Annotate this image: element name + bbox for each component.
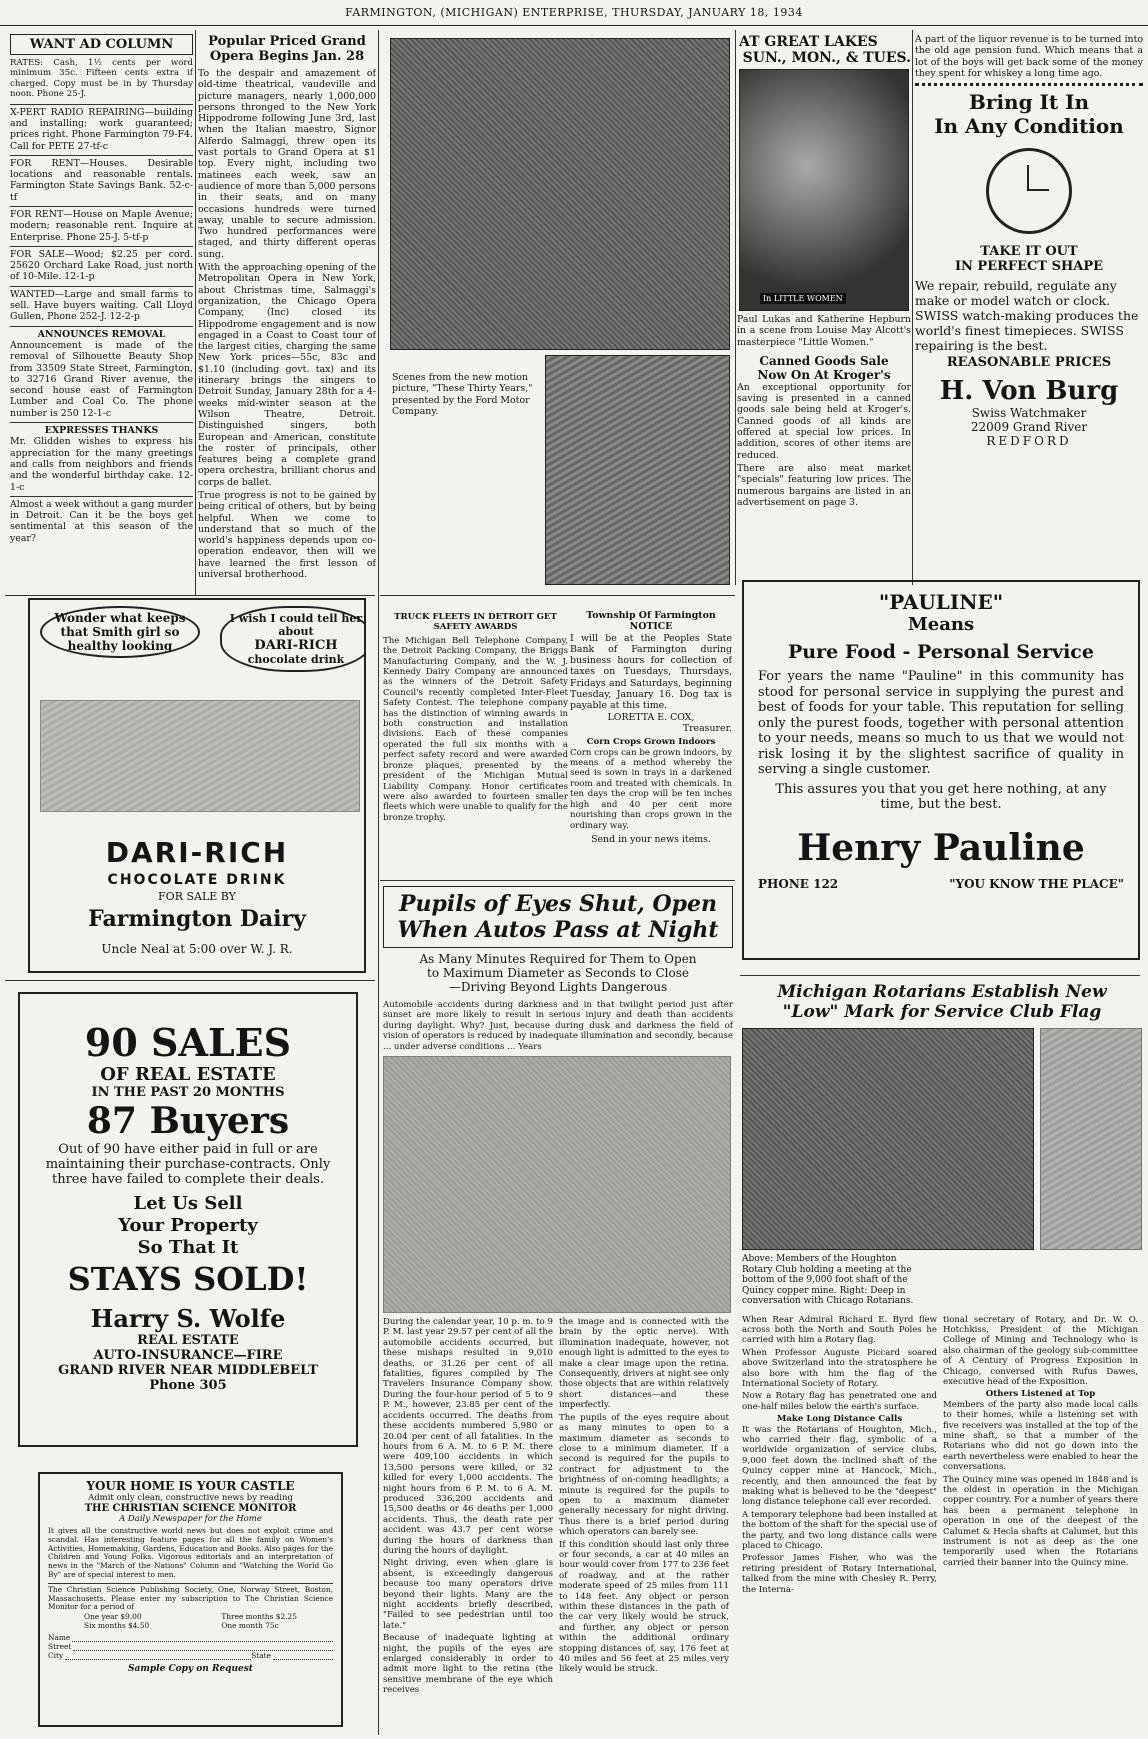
pupils-paragraph: During the calendar year, 10 p. m. to 9 P. M. last year 29.57 per cent of all the automobile accidents occurred, but these mishaps resulted in 9,010 deaths, or 31.26 per cent of all fatalities, figures compiled by The Travelers Insurance Company show. During the four-hour period of 5 to 9 P. M., however, 23.85 per cent of the accidents occurred. The deaths from these accidents numbered 5,980 or 20.04 per cent of all fatalities. In the hours from 6 A. M. to 6 P. M. there were 409,100 accidents in which 13,500 persons were killed, or 32 killed for every 1,000 accidents. The night hours from 6 P. M. to 6 A. M. produced 336,200 accidents and 15,500 deaths or 46 deaths per 1,000 accidents. Thus, the death rate per accident was 43.7 per cent worse during the hours of darkness than during the hours of daylight. xyxy=(383,1317,553,1556)
want-ad: FOR RENT—House on Maple Avenue; modern; reasonable rent. Inquire at Enterprise. Phone 25-J. 5-tf-p xyxy=(10,206,193,243)
form-fields xyxy=(48,1633,333,1660)
rotary-meeting-photo xyxy=(742,1028,1034,1250)
pupils-headline-box xyxy=(383,886,733,948)
rotary-paragraph: When Rear Admiral Richard E. Byrd flew across both the North and South Poles he carried with him a Rotary flag. xyxy=(742,1314,937,1346)
farmington-dairy: Farmington Dairy xyxy=(88,906,306,932)
pupils-sub-1: As Many Minutes Required for Them to Open xyxy=(419,952,697,966)
canned-title-1: Canned Goods Sale xyxy=(759,353,889,368)
street-label: Street xyxy=(48,1642,72,1652)
pupils-column xyxy=(383,1317,553,1698)
rotary-paragraph: A temporary telephone had been installed at the bottom of the shaft for the special use of the party, and two long distance calls were placed to Chicago. xyxy=(742,1509,937,1552)
pupils-sub-2: to Maximum Diameter as Seconds to Close xyxy=(427,966,689,980)
masthead: FARMINGTON, (MICHIGAN) ENTERPRISE, THURSDAY, JANUARY 18, 1934 xyxy=(0,0,1148,26)
truck-fleets-article xyxy=(383,612,568,877)
row-rule xyxy=(5,980,375,981)
name-label: Name xyxy=(48,1633,71,1643)
street-row xyxy=(48,1642,333,1651)
pupils-lead: Automobile accidents during darkness and in that twilight period just after sunset are more likely to result in serious injury and death than accidents during daylight. Why? Just, because during dusk and darkness the field of vision of operators is reduced by inadequate illumination and secondly, because ... under adverse conditions ... Years xyxy=(383,1000,733,1052)
girls-illustration xyxy=(40,700,360,812)
pupils-paragraph: the image and is connected with the brain by the optic nerve). With illumination inadequate, however, not enough light is admitted to the eyes to make a clear image upon the retina. Consequently, drivers at night see only those objects that are within relatively short distances—and these imperfectly. xyxy=(559,1317,729,1411)
state-field[interactable] xyxy=(273,1651,333,1660)
movie-photo-1 xyxy=(390,38,730,350)
monitor-prices xyxy=(48,1612,333,1630)
opera-paragraph: With the approaching opening of the Metropolitan Opera in New York, about Christmas time, Salmaggi's organization, the Chicago Opera Company, (Inc) closed its Hippodrome engagement and is now engaged in a Coast to Coast tour of the largest cities, charging the same New York prices—55c, 83c and $1.10 (including govt. tax) and its itinerary brings the singers to Detroit Sunday, January 28th for a 4-weeks mid-winter season at the Wilson Theatre, Detroit. Distinguished singers, both European and American, constitute the roster of principals, other features being a complete grand opera orchestra, brilliant chorus and corps de ballet. xyxy=(198,262,376,488)
little-women-caption: Paul Lukas and Katherine Hepburn in a scene from Louise May Alcott's masterpiece "Little Women." xyxy=(737,314,911,348)
rotary-paragraph: Now a Rotary flag has penetrated one and one-half miles below the earth's surface. xyxy=(742,1391,937,1412)
pupils-paragraph: Because of inadequate lighting at night, the pupils of the eyes are enlarged considerably in order to admit more light to the retina (the sensitive membrane of the eye which receives xyxy=(383,1633,553,1696)
sample-copy: Sample Copy on Request xyxy=(128,1664,253,1675)
pauline-phone: PHONE 122 xyxy=(758,876,839,891)
price-six-months[interactable]: Six months $4.50 xyxy=(84,1621,150,1631)
monitor-body: It gives all the constructive world news but does not exploit crime and scandal. Has interesting feature pages for all the family on Women's Activities, Homemaking, Gardens, Education and Books. Also pages for the Children and Young Folks. Vigorous editorials and an interpretation of news in the "March of the Nations" Column and "Watching the World Go By" are of special interest to men. xyxy=(48,1526,333,1579)
von-burg-town: REDFORD xyxy=(986,434,1072,449)
speech-bubble-1: Wonder what keeps that Smith girl so healthy looking xyxy=(40,606,200,658)
bubble-text: I wish I could tell her about xyxy=(229,612,363,638)
great-lakes-title: AT GREAT LAKES xyxy=(739,34,878,50)
liquor-note: A part of the liquor revenue is to be turned into the old age pension fund. Which means that a lot of the boys will get back some of the money they spent for whiskey a long time ago. xyxy=(915,34,1143,79)
harry-wolfe: Harry S. Wolfe xyxy=(90,1304,286,1333)
rotary-headline-1: Michigan Rotarians Establish New xyxy=(777,982,1107,1002)
city-row xyxy=(48,1651,333,1660)
rotary-columns xyxy=(742,1315,1142,1598)
township-title: Township Of Farmington xyxy=(586,610,716,621)
pupils-paragraph: If this condition should last only three or four seconds, a car at 40 miles an hour would cover from 177 to 236 feet of roadway, and at the rather moderate speed of 25 miles from 111 to 148 feet. Any object or person within these distances in the path of the car very likely would be struck, and further, any object or person within the additional ordinary stopping distances of, say, 176 feet at 40 miles and 56 feet at 25 miles very likely would be struck. xyxy=(559,1539,729,1675)
rotary-paragraph: tional secretary of Rotary, and Dr. W. O. Hotchkiss, President of the Michigan College of Mining and Technology who is also chairman of the geology sub-committee of A Century of Progress Exposition in Chicago, conversed with Rufus Dawes, executive head of the Exposition. xyxy=(943,1314,1138,1387)
pauline-means: Means xyxy=(907,614,975,635)
real-estate-sales: OF REAL ESTATE xyxy=(100,1064,276,1085)
township-signature-title: Treasurer. xyxy=(682,722,732,734)
monitor-title: YOUR HOME IS YOUR CASTLE xyxy=(86,1479,295,1493)
opera-article xyxy=(198,34,376,594)
reasonable-prices: REASONABLE PRICES xyxy=(946,355,1112,371)
rotary-paragraph: The Quincy mine was opened in 1848 and is the oldest in operation in the Michigan copper country. For a number of years there has been a permanent telephone in operation in one of the deepest of the Calumet & Hecla shafts at Calumet, but this instrument is not as deep as the one temporarily used when the Rotarians carried their banner into the Quincy mine. xyxy=(943,1474,1138,1568)
pauline-assures: This assures you that you get here nothing, at any time, but the best. xyxy=(775,781,1107,812)
von-burg-address: 22009 Grand River xyxy=(970,420,1088,435)
rotary-paragraph: It was the Rotarians of Houghton, Mich., who carried their flag, symbolic of a worldwide organization of service clubs, 9,000 feet down the inclined shaft of the Quincy copper mine at Hancock, Mich., recently, and then announced the feat by making what is believed to be the "deepest" long distance telephone call ever recorded. xyxy=(742,1424,937,1508)
township-signature: LORETTA E. COX, xyxy=(607,711,695,723)
want-ad: FOR SALE—Wood; $2.25 per cord. 25620 Orchard Lake Road, just north of 10-Mile. 12-1-p xyxy=(10,246,193,283)
column-rule xyxy=(195,30,196,595)
street-field[interactable] xyxy=(73,1642,333,1651)
wolfe-real-estate: REAL ESTATE xyxy=(137,1333,239,1348)
rotary-photos xyxy=(742,1028,1142,1250)
canned-paragraph: An exceptional opportunity for saving is presented in a canned goods sale being held at Kroger's. Canned goods of all kinds are offered at special low prices. In addition, scores of other items are reduced. xyxy=(737,381,911,461)
row-rule xyxy=(740,975,1140,976)
uncle-neal: Uncle Neal at 5:00 over W. J. R. xyxy=(101,942,293,956)
canned-paragraph: There are also meat market "specials" featuring low prices. The numerous bargains are listed in an advertisement on page 3. xyxy=(737,462,911,508)
wolfe-location: GRAND RIVER NEAR MIDDLEBELT xyxy=(58,1363,318,1378)
pauline-footer xyxy=(758,877,1124,891)
monitor-ad xyxy=(38,1472,343,1727)
buyers: 87 Buyers xyxy=(86,1100,290,1142)
column-rule xyxy=(378,30,379,1735)
pupils-paragraph: Night driving, even when glare is absent, is exceedingly dangerous because too many operators drive beyond their lights. Many are the night accidents briefly described, "Failed to see pedestrian until too late." xyxy=(383,1558,553,1631)
rotary-caption: Above: Members of the Houghton Rotary Club holding a meeting at the bottom of the 9,000 foot shaft of the Quincy copper mine. Right: Deep in conversation with Chicago Rotarians. xyxy=(742,1254,914,1306)
rotary-subhead: Others Listened at Top xyxy=(985,1389,1096,1400)
opera-paragraph: To the despair and amazement of old-time theatrical, vaudeville and picture managers, nearly 1,000,000 persons thronged to the New York Hippodrome following June 3rd, last when the Italian maestro, Signor Alferdo Salmaggi, threw open its vast portals to Grand Opera at $1 top. Every night, including two matinees each week, saw an audience of more than 5,000 persons in their seats, and on many occasions hundreds were turned away, unable to secure admission. Two hundred performances were staged, and thirty different operas sung. xyxy=(198,68,376,260)
von-burg-column xyxy=(915,34,1143,584)
column-rule xyxy=(912,30,913,585)
pauline-quote: "PAULINE" xyxy=(878,590,1004,614)
rotary-paragraph: Professor James Fisher, who was the retiring president of Rotary International, talked from the mine with Chesley R. Perry, the Interna- xyxy=(742,1553,937,1595)
pupils-article xyxy=(383,886,733,1736)
truck-title: TRUCK FLEETS IN DETROIT GET SAFETY AWARDS xyxy=(394,612,557,633)
pure-food: Pure Food - Personal Service xyxy=(788,641,1094,663)
truck-body: The Michigan Bell Telephone Company, the Detroit Packing Company, the Briggs Manufacturing Company, and the W. J. Kennedy Dairy Company are announced as the winners of the Detroit Safety Council's recently completed Inter-Fleet Safety Contest. The telephone company has the distinction of winning awards in both construction and installation divisions. Each of these companies operated the full six months with a perfect safety record and were awarded bronze plaques, presented by the president of the Michigan Mutual Liability Company. Honor certificates were also awarded to fourteen smaller fleets which were unable to qualify for the bronze trophy. xyxy=(383,635,568,823)
pupils-headline-1: Pupils of Eyes Shut, Open xyxy=(399,891,717,917)
dari-rich-logo: DARI-RICH xyxy=(105,836,289,869)
pauline-body: For years the name "Pauline" in this community has stood for personal service in supplying the purest and best of foods for your table. This reputation for selling only the purest foods, together with personal attention to your needs, means so much to us that we would not risk losing it by the slightest sacrifice of quality in serving a single customer. xyxy=(758,669,1124,777)
corn-body: Corn crops can be grown indoors, by means of a method whereby the seed is sown in trays in a darkened room and treated with chemicals. In ten days the crop will be ten inches high and 40 per cent more nourishing than crops grown in the ordinary way. xyxy=(570,747,732,831)
removal-title: ANNOUNCES REMOVAL xyxy=(10,326,193,340)
column-rule xyxy=(735,30,736,585)
pupils-columns xyxy=(383,1317,733,1698)
opera-title-2: Opera Begins Jan. 28 xyxy=(209,49,365,64)
pupils-column xyxy=(559,1317,729,1698)
von-burg-name: H. Von Burg xyxy=(939,376,1119,407)
row-rule xyxy=(5,595,375,596)
bubble-brand: DARI-RICH xyxy=(254,638,338,653)
wolfe-insurance: AUTO-INSURANCE—FIRE xyxy=(93,1348,283,1363)
gang-text: Almost a week without a gang murder in Detroit. Can it be the boys get sentimental at this season of the year? xyxy=(10,496,193,544)
rotary-paragraph: When Professor Auguste Piccard soared above Switzerland into the stratosphere he also bore with him the flag of the International Society of Rotary. xyxy=(742,1347,937,1389)
past-months: IN THE PAST 20 MONTHS xyxy=(91,1085,285,1100)
so-that-it: So That It xyxy=(137,1237,239,1258)
pupils-headline-2: When Autos Pass at Night xyxy=(397,917,719,943)
photo-label: In LITTLE WOMEN xyxy=(760,293,846,304)
row-rule xyxy=(380,595,735,596)
want-ad: FOR RENT—Houses. Desirable locations and reasonable rentals. Farmington State Savings Bank. 52-c-tf xyxy=(10,155,193,203)
any-condition: In Any Condition xyxy=(934,114,1124,139)
want-ad: WANTED—Large and small farms to sell. Have buyers waiting. Call Lloyd Gullen, Phone 252-J. 12-2-p xyxy=(10,286,193,323)
canned-title-2: Now On At Kroger's xyxy=(757,367,891,382)
little-women-photo xyxy=(739,69,909,311)
movie-photo-2 xyxy=(545,355,730,585)
wolfe-ad xyxy=(18,992,358,1447)
price-three-months[interactable]: Three months $2.25 xyxy=(221,1612,297,1622)
name-row xyxy=(48,1633,333,1642)
dari-rich-logo-sub: CHOCOLATE DRINK xyxy=(107,872,287,888)
rotary-headline-2: "Low" Mark for Service Club Flag xyxy=(782,1002,1102,1022)
township-notice xyxy=(570,610,732,878)
movie-caption: Scenes from the new motion picture, "These Thirty Years," presented by the Ford Motor Company. xyxy=(392,372,533,417)
thanks-title: EXPRESSES THANKS xyxy=(10,422,193,436)
corn-title: Corn Crops Grown Indoors xyxy=(586,737,716,748)
want-ad-title: WANT AD COLUMN xyxy=(10,34,193,55)
rotary-subhead: Make Long Distance Calls xyxy=(776,1414,903,1425)
monitor-form: The Christian Science Publishing Society, One, Norway Street, Boston, Massachusetts. Please enter my subscription to The Christian Science Monitor for a period of xyxy=(48,1584,333,1612)
removal-text: Announcement is made of the removal of Silhouette Beauty Shop from 33509 State Street, Farmington, to 32716 Grand River avenue, the second house east of Farmington Lumber and Coal Co. The phone number is 250 12-1-c xyxy=(10,339,193,419)
rotary-paragraph: Members of the party also made local calls to their homes, while a listening set with five receivers was installed at the top of the mine shaft, so that a number of the Rotarians who did not go down into the earth nevertheless were enabled to hear the conversations. xyxy=(943,1399,1138,1473)
divider xyxy=(915,83,1143,86)
want-ad-rates: RATES: Cash, 1½ cents per word minimum 35c. Fifteen cents extra if charged. Copy must be in by Thursday noon. Phone 25-J. xyxy=(10,58,193,100)
price-one-year[interactable]: One year $9.00 xyxy=(84,1612,142,1622)
ninety-sales: 90 SALES xyxy=(84,1020,292,1065)
von-burg-sub: Swiss Watchmaker xyxy=(971,406,1087,421)
opera-title-1: Popular Priced Grand xyxy=(208,34,366,49)
stays-sold: STAYS SOLD! xyxy=(67,1260,309,1298)
pocket-watch-icon xyxy=(986,148,1072,234)
wolfe-body: Out of 90 have either paid in full or are maintaining their purchase-contracts. Only three have failed to complete their deals. xyxy=(45,1142,331,1187)
city-label: City xyxy=(48,1651,64,1661)
perfect-shape: IN PERFECT SHAPE xyxy=(954,259,1104,275)
thanks-text: Mr. Glidden wishes to express his appreciation for the many greetings and calls from neighbors and friends and the wonderful birthday cake. 12-1-c xyxy=(10,436,193,493)
rotary-conversation-photo xyxy=(1040,1028,1142,1250)
township-body: I will be at the Peoples State Bank of Farmington during business hours for collection of taxes on Tuesdays, Thursdays, Fridays and Saturdays, beginning Tuesday, January 16. Dog tax is payable at this time. xyxy=(570,632,732,712)
opera-paragraph: True progress is not to be gained by being critical of others, but by being helpful. When we come to understand that so much of the world's happiness depends upon co-operation endeavor, then will we have learned the first lesson of universal brotherhood. xyxy=(198,489,376,581)
monitor-admit: Admit only clean, constructive news by reading xyxy=(88,1493,293,1503)
rotary-article xyxy=(742,982,1142,1737)
great-lakes-ad xyxy=(737,34,911,584)
wolfe-phone: Phone 305 xyxy=(149,1378,227,1393)
rotary-column xyxy=(943,1315,1138,1598)
city-field[interactable] xyxy=(65,1651,251,1660)
bring-it-in: Bring It In xyxy=(969,90,1089,115)
for-sale-by: FOR SALE BY xyxy=(158,890,236,903)
row-rule xyxy=(380,880,735,881)
pupils-sub-3: —Driving Beyond Lights Dangerous xyxy=(448,980,668,994)
want-ad: X-PERT RADIO REPAIRING—building and installing; work guaranteed; prices right. Phone Farmington 79-F4. Call for PETE 27-tf-c xyxy=(10,104,193,152)
henry-pauline: Henry Pauline xyxy=(797,826,1085,869)
take-it-out: TAKE IT OUT xyxy=(980,244,1078,260)
name-field[interactable] xyxy=(72,1633,333,1642)
speech-bubble-2 xyxy=(220,606,366,672)
notice-title: NOTICE xyxy=(629,621,673,633)
pauline-slogan: "YOU KNOW THE PLACE" xyxy=(949,876,1124,891)
want-ad-column xyxy=(10,34,193,594)
let-us-sell: Let Us Sell xyxy=(133,1193,243,1214)
send-news: Send in your news items. xyxy=(591,833,711,845)
dari-rich-ad xyxy=(28,598,366,973)
monitor-name: THE CHRISTIAN SCIENCE MONITOR xyxy=(84,1503,297,1514)
pupils-paragraph: The pupils of the eyes require about as many minutes to open to a maximum diameter as seconds to close to a minimum diameter. If a second is required for the pupils to contract for adjustment to the brightness of on-coming headlights, a minute is required for the pupils to open to a maximum diameter generally necessary for night driving. Thus there is a brief period during which operators can barely see. xyxy=(559,1412,729,1538)
monitor-tagline: A Daily Newspaper for the Home xyxy=(119,1514,262,1524)
price-one-month[interactable]: One month 75c xyxy=(221,1621,279,1631)
state-label: State xyxy=(251,1651,271,1661)
pauline-ad xyxy=(742,580,1140,960)
bubble-product: chocolate drink xyxy=(247,653,345,666)
von-burg-body: We repair, rebuild, regulate any make or model watch or clock. SWISS watch-making produces the world's finest timepieces. SWISS repairing is the best. xyxy=(915,278,1139,354)
your-property: Your Property xyxy=(118,1215,258,1236)
night-driving-photo xyxy=(383,1056,731,1313)
great-lakes-days: SUN., MON., & TUES. xyxy=(742,50,911,66)
rotary-column xyxy=(742,1315,937,1598)
